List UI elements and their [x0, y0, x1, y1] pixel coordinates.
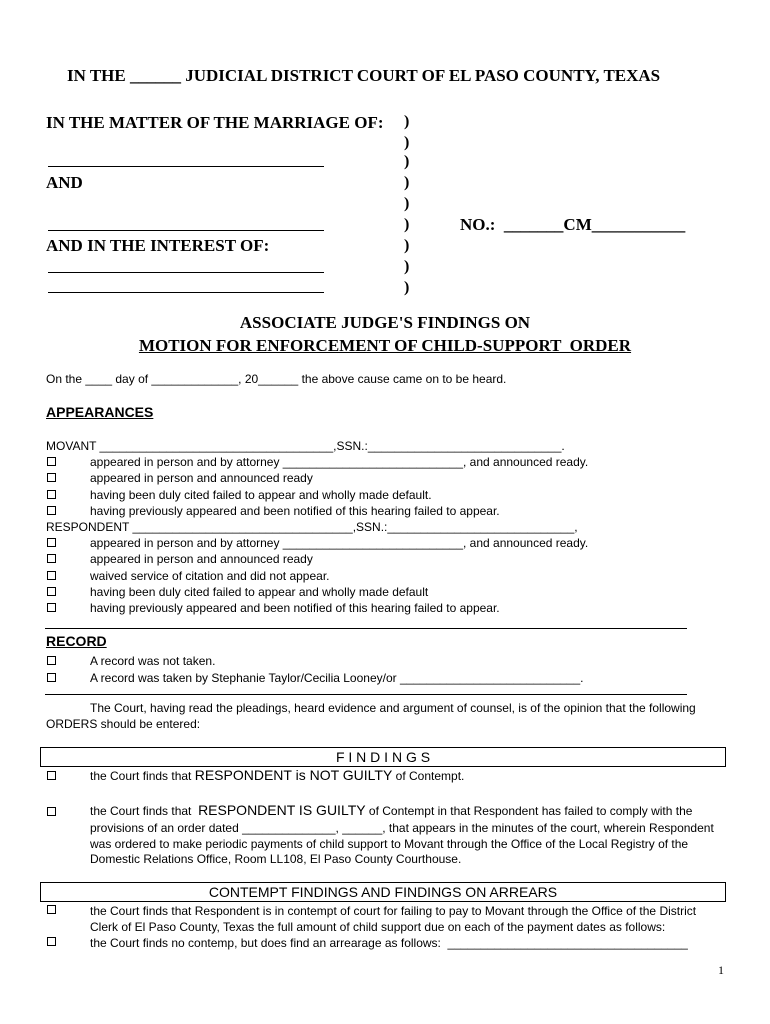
finding-text: the Court finds that [90, 769, 195, 783]
findings-heading: F I N D I N G S [40, 747, 726, 767]
finding-text: of Contempt. [392, 769, 465, 783]
interest-label: AND IN THE INTEREST OF: [46, 236, 270, 255]
paren: ) [404, 153, 410, 170]
appearances-heading: APPEARANCES [46, 404, 154, 420]
respondent-option: having been duly cited failed to appear and wholly made default [90, 585, 429, 599]
guilty-detail: provisions of an order dated ______________, ______, that appears in the minutes of the court, wherein Respondent [90, 821, 714, 835]
checkbox[interactable] [47, 937, 56, 946]
court-opinion-line2: ORDERS should be entered: [46, 717, 201, 731]
record-option: A record was not taken. [90, 654, 216, 668]
finding-text: the Court finds that [90, 804, 199, 818]
marriage-heading: IN THE MATTER OF THE MARRIAGE OF: [46, 113, 384, 132]
paren: ) [404, 134, 410, 151]
paren: ) [404, 237, 410, 254]
checkbox[interactable] [47, 587, 56, 596]
paren: ) [404, 113, 410, 130]
movant-option: having previously appeared and been notified of this hearing failed to appear. [90, 504, 500, 518]
page-number: 1 [718, 963, 724, 977]
party2-blank[interactable] [48, 230, 324, 231]
guilty-detail: Domestic Relations Office, Room LL108, El Paso County Courthouse. [90, 852, 462, 866]
checkbox[interactable] [47, 554, 56, 563]
record-heading: RECORD [46, 633, 107, 649]
guilty-finding [90, 802, 692, 820]
child1-blank[interactable] [48, 272, 324, 273]
finding-emphasis: RESPONDENT is NOT GUILTY [194, 767, 393, 783]
paren: ) [404, 258, 410, 275]
movant-line: MOVANT ___________________________________,SSN.:_____________________________. [46, 439, 565, 453]
respondent-line: RESPONDENT _________________________________,SSN.:____________________________, [46, 520, 578, 534]
checkbox[interactable] [47, 457, 56, 466]
checkbox[interactable] [47, 490, 56, 499]
document-title-line2: MOTION FOR ENFORCEMENT OF CHILD-SUPPORT ORDER [138, 336, 632, 355]
case-number: NO.: _______CM___________ [460, 215, 686, 234]
checkbox[interactable] [47, 571, 56, 580]
record-option: A record was taken by Stephanie Taylor/Cecilia Looney/or ___________________________. [90, 671, 584, 685]
court-opinion-line1: The Court, having read the pleadings, heard evidence and argument of counsel, is of the opinion that the following [90, 701, 696, 715]
finding-text: of Contempt in that Respondent has failed to comply with the [365, 804, 693, 818]
document-title-line1: ASSOCIATE JUDGE'S FINDINGS ON [239, 313, 531, 332]
court-heading: IN THE ______ JUDICIAL DISTRICT COURT OF EL PASO COUNTY, TEXAS [67, 66, 661, 85]
checkbox[interactable] [47, 538, 56, 547]
party1-blank[interactable] [48, 166, 324, 167]
respondent-option: waived service of citation and did not appear. [90, 569, 330, 583]
not-guilty-finding [90, 767, 464, 785]
checkbox[interactable] [47, 603, 56, 612]
movant-option: appeared in person and by attorney ___________________________, and announced ready. [90, 455, 589, 469]
paren: ) [404, 216, 410, 233]
checkbox[interactable] [47, 473, 56, 482]
checkbox[interactable] [47, 656, 56, 665]
checkbox[interactable] [47, 673, 56, 682]
movant-option: appeared in person and announced ready [90, 471, 313, 485]
paren: ) [404, 279, 410, 296]
paren: ) [404, 174, 410, 191]
paren: ) [404, 195, 410, 212]
arrearage-finding: the Court finds no contemp, but does find an arrearage as follows: ____________________________________ [90, 936, 688, 950]
respondent-option: appeared in person and by attorney ___________________________, and announced ready. [90, 536, 589, 550]
intro-line: On the ____ day of _____________, 20______ the above cause came on to be heard. [46, 372, 507, 386]
and-label: AND [46, 173, 83, 192]
contempt-detail: the Court finds that Respondent is in contempt of court for failing to pay to Movant through the Office of the District [90, 904, 697, 918]
guilty-detail: was ordered to make periodic payments of child support to Movant through the Office of the Local Registry of the [90, 837, 689, 851]
child2-blank[interactable] [48, 292, 324, 293]
checkbox[interactable] [47, 807, 56, 816]
divider [45, 694, 687, 695]
finding-emphasis: RESPONDENT IS GUILTY [198, 802, 366, 818]
movant-option: having been duly cited failed to appear and wholly made default. [90, 488, 432, 502]
checkbox[interactable] [47, 506, 56, 515]
contempt-heading: CONTEMPT FINDINGS AND FINDINGS ON ARREARS [40, 882, 726, 902]
contempt-detail: Clerk of El Paso County, Texas the full amount of child support due on each of the payment dates as follows: [90, 920, 666, 934]
divider [45, 628, 687, 629]
checkbox[interactable] [47, 905, 56, 914]
respondent-option: having previously appeared and been notified of this hearing failed to appear. [90, 601, 500, 615]
respondent-option: appeared in person and announced ready [90, 552, 313, 566]
checkbox[interactable] [47, 771, 56, 780]
